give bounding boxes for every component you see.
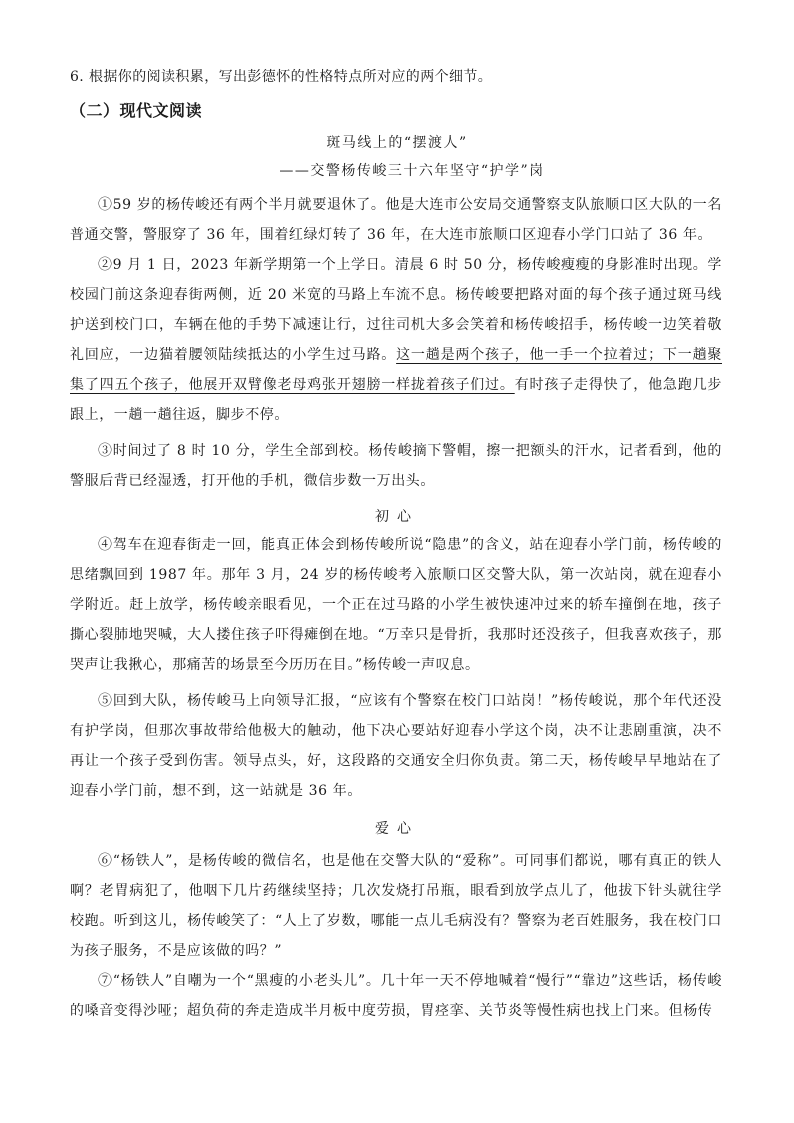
paragraph-5: ⑤回到大队，杨传峻马上向领导汇报，“应该有个警察在校门口站岗！”杨传峻说，那个年代还没有护学岗，但那次事故带给他极大的触动，他下决心要站好迎春小学这个岗，决不让悲剧重演，决不再让一个孩子受到伤害。领导点头，好，这段路的交通安全归你负责。第二天，杨传峻早早地站在了迎春小学门前，想不到，这一站就是 36 年。 xyxy=(70,693,722,799)
article-subtitle: ——交警杨传峻三十六年坚守“护学”岗 xyxy=(279,163,545,179)
paragraph-1: ①59 岁的杨传峻还有两个半月就要退休了。他是大连市公安局交通警察支队旅顺口区大队的一名普通交警，警服穿了 36 年，围着红绿灯转了 36 年，在大连市旅顺口区迎春小学门口站了 36 年。 xyxy=(70,197,722,243)
paragraph-2-text-b: 有时孩子走得快了，他急跑几步跟上，一趟一趟往返，脚步不停。 xyxy=(70,377,723,423)
paragraph-4: ④驾车在迎春街走一回，能真正体会到杨传峻所说“隐患”的含义，站在迎春小学门前，杨传峻的思绪飘回到 1987 年。那年 3 月，24 岁的杨传峻考入旅顺口区交警大队，第一次站岗，就在迎春小学附近。赶上放学，杨传峻亲眼看见，一个正在过马路的小学生被快速冲过来的轿车撞倒在地，孩子撕心裂肺地哭喊，大人搂住孩子吓得瘫倒在地。“万幸只是骨折，我那时还没孩子，但我喜欢孩子，那哭声让我揪心，那痛苦的场景至今历历在目。”杨传峻一声叹息。 xyxy=(70,537,722,673)
section-heading: （二）现代文阅读 xyxy=(70,101,203,120)
subheading-chuxin: 初心 xyxy=(375,509,419,525)
paragraph-6: ⑥“杨铁人”，是杨传峻的微信名，也是他在交警大队的“爱称”。可同事们都说，哪有真正的铁人啊？老胃病犯了，他咽下几片药继续坚持；几次发烧打吊瓶，眼看到放学点儿了，他拔下针头就往学校跑。听到这儿，杨传峻笑了：“人上了岁数，哪能一点儿毛病没有？警察为老百姓服务，我在校门口为孩子服务，不是应该做的吗？” xyxy=(70,853,722,959)
paragraph-2 xyxy=(70,250,722,430)
subheading-aixin: 爱心 xyxy=(375,821,419,837)
paragraph-2-underlined: 这一趟是两个孩子，他一手一个拉着过；下一趟聚集了四五个孩子，他展开双臂像老母鸡张开翅膀一样拢着孩子们过。 xyxy=(70,347,722,393)
paragraph-7: ⑦“杨铁人”自嘲为一个“黑瘦的小老头儿”。几十年一天不停地喊着“慢行”“靠边”这些话，杨传峻的嗓音变得沙哑；超负荷的奔走造成半月板中度劳损，胃痉挛、关节炎等慢性病也找上门来。但杨传 xyxy=(70,973,722,1019)
question-6: 6. 根据你的阅读积累，写出彭德怀的性格特点所对应的两个细节。 xyxy=(70,69,493,85)
article-title: 斑马线上的“摆渡人” xyxy=(326,135,468,151)
paragraph-2-text-a: ②9 月 1 日，2023 年新学期第一个上学日。清晨 6 时 50 分，杨传峻瘦瘦的身影准时出现。学校园门前这条迎春街两侧，近 20 米宽的马路上车流不息。杨传峻要把路对面的每个孩子通过斑马线护送到校门口，车辆在他的手势下减速让行，过往司机大多会笑着和杨传峻招手，杨传峻一边笑着敬礼回应，一边猫着腰领陆续抵达的小学生过马路。 xyxy=(70,257,722,363)
paragraph-3: ③时间过了 8 时 10 分，学生全部到校。杨传峻摘下警帽，擦一把额头的汗水，记者看到，他的警服后背已经湿透，打开他的手机，微信步数一万出头。 xyxy=(70,443,722,489)
